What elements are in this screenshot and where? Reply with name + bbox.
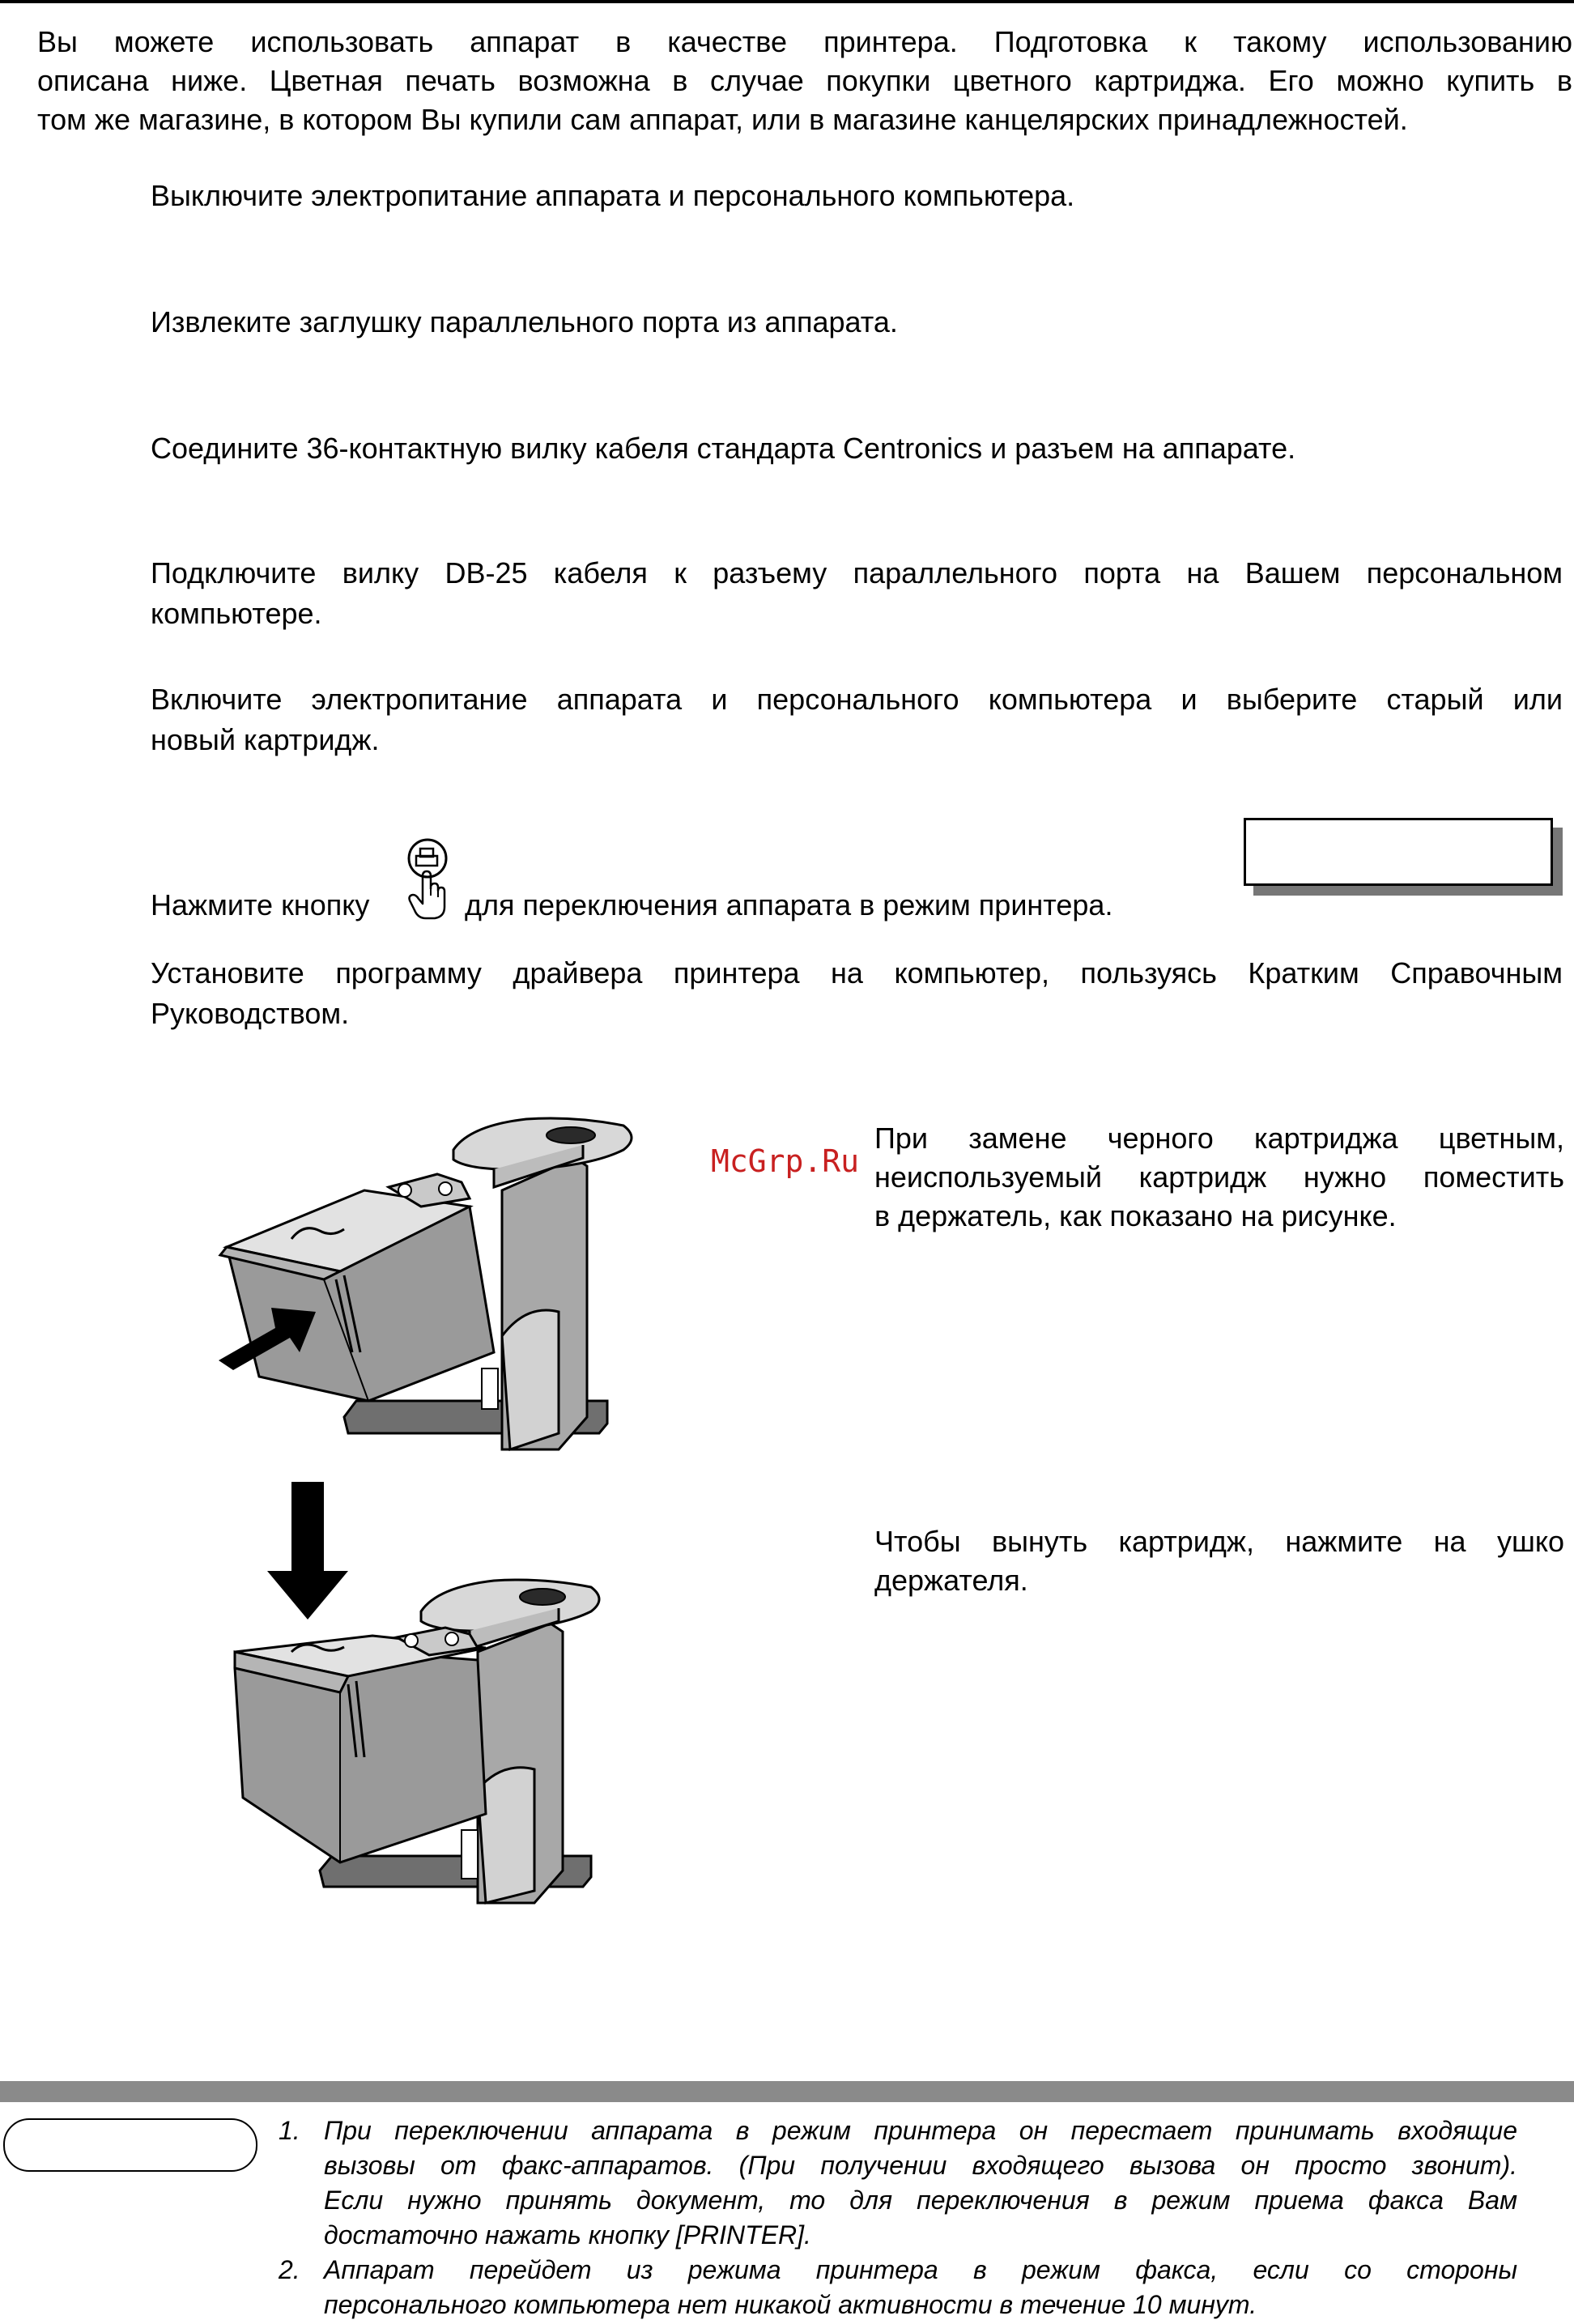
note-2-line-2: персонального компьютера нет никакой активности в течение 10 минут.	[324, 2290, 1257, 2319]
note-1-number: 1.	[279, 2116, 300, 2145]
note-2-line-1: Аппарат перейдет из режима принтера в режим факса, если со стороны	[324, 2255, 1517, 2284]
step-1: Выключите электропитание аппарата и персонального компьютера.	[151, 179, 1075, 212]
intro-line-2: описана ниже. Цветная печать возможна в случае покупки цветного картриджа. Его можно купить в	[37, 64, 1572, 97]
note-1-line-3: Если нужно принять документ, то для переключения в режим приема факса Вам	[324, 2186, 1517, 2215]
replace-text-line-1: При замене черного картриджа цветным,	[874, 1122, 1564, 1155]
note-1-line-1: При переключении аппарата в режим принтера он перестает принимать входящие	[324, 2116, 1517, 2145]
intro-line-1: Вы можете использовать аппарат в качестве принтера. Подготовка к такому использованию	[37, 25, 1572, 58]
note-1-line-4: достаточно нажать кнопку [PRINTER].	[324, 2220, 811, 2250]
step-7-line-2: Руководством.	[151, 997, 350, 1030]
printer-button-icon	[398, 837, 455, 922]
step-5-line-1: Включите электропитание аппарата и персонального компьютера и выберите старый или	[151, 683, 1563, 716]
cartridge-insert-illustration	[202, 1109, 656, 1466]
replace-text-line-2: неиспользуемый картридж нужно поместить	[874, 1160, 1564, 1194]
watermark: McGrp.Ru	[711, 1143, 860, 1179]
intro-line-3: том же магазине, в котором Вы купили сам аппарат, или в магазине канцелярских принадлежностей.	[37, 103, 1408, 136]
step-3: Соедините 36-контактную вилку кабеля стандарта Centronics и разъем на аппарате.	[151, 432, 1296, 465]
step-6-suffix: для переключения аппарата в режим принтера.	[465, 888, 1113, 922]
step-5-line-2: новый картридж.	[151, 723, 380, 756]
step-4-line-1: Подключите вилку DB-25 кабеля к разъему параллельного порта на Вашем персональном	[151, 556, 1563, 590]
replace-text-line-3: в держатель, как показано на рисунке.	[874, 1199, 1397, 1232]
note-1-line-2: вызовы от факс-аппаратов. (При получении входящего вызова он просто звонит).	[324, 2151, 1517, 2180]
separator-bar	[0, 2081, 1574, 2102]
step-2: Извлеките заглушку параллельного порта из аппарата.	[151, 305, 898, 338]
remove-text-line-2: держателя.	[874, 1564, 1028, 1597]
step-7-line-1: Установите программу драйвера принтера на компьютер, пользуясь Кратким Справочным	[151, 956, 1563, 990]
shadow-label-box	[1244, 818, 1553, 886]
top-rule	[0, 0, 1574, 3]
step-4-line-2: компьютере.	[151, 597, 322, 630]
remove-text-line-1: Чтобы вынуть картридж, нажмите на ушко	[874, 1525, 1564, 1558]
step-6-prefix: Нажмите кнопку	[151, 888, 370, 922]
note-2-number: 2.	[279, 2255, 300, 2284]
note-label-box	[3, 2118, 257, 2172]
cartridge-remove-illustration	[227, 1482, 615, 1919]
